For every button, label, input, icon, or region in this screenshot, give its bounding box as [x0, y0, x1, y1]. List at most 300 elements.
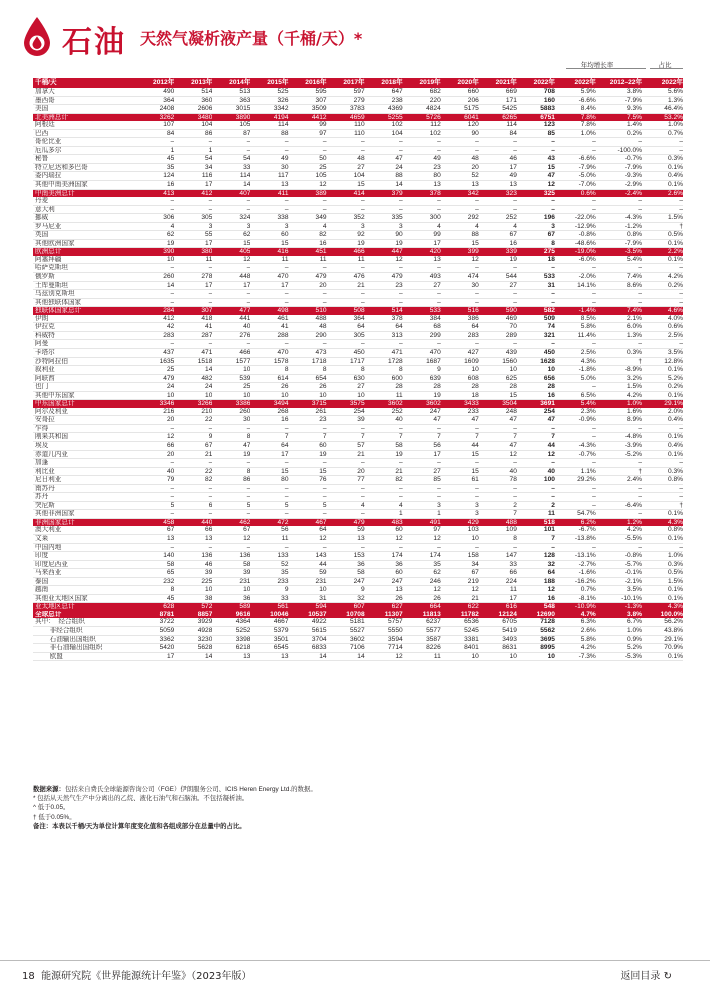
table-cell: 60: [365, 526, 403, 534]
table-cell: 268: [250, 408, 288, 416]
table-cell: –: [517, 205, 555, 214]
table-cell: –: [289, 510, 327, 519]
table-cell: –: [250, 510, 288, 519]
table-cell: 4: [479, 222, 517, 231]
table-cell: 0.1%: [642, 586, 683, 595]
table-cell: 19: [479, 256, 517, 264]
table-cell: 17: [479, 163, 517, 172]
row-label: 北美洲总计: [33, 113, 136, 121]
table-cell: 19: [403, 391, 441, 400]
group-label-growth: 年均增长率: [580, 62, 614, 69]
table-cell: 45: [136, 594, 174, 603]
table-cell: 30: [250, 163, 288, 172]
table-cell: 66: [174, 526, 212, 534]
table-cell: 7: [289, 433, 327, 442]
table-row: [33, 273, 683, 282]
table-cell: 22: [174, 416, 212, 425]
table-cell: 4.3%: [642, 603, 683, 611]
table-cell: –: [289, 290, 327, 299]
table-cell: 74: [517, 323, 555, 332]
table-row: [33, 88, 683, 96]
table-cell: 8.4%: [555, 105, 596, 114]
table-cell: 43.8%: [642, 627, 683, 636]
table-cell: –: [642, 205, 683, 214]
table-cell: 3575: [327, 400, 365, 408]
table-cell: 4: [403, 222, 441, 231]
table-cell: –: [517, 298, 555, 307]
table-cell: –: [555, 501, 596, 510]
table-cell: 82: [174, 476, 212, 485]
table-cell: 284: [136, 307, 174, 315]
table-cell: –: [250, 146, 288, 155]
table-cell: 0.1%: [642, 534, 683, 543]
table-cell: 1.5%: [642, 214, 683, 223]
table-cell: 231: [289, 577, 327, 586]
table-cell: 470: [250, 273, 288, 282]
table-cell: –: [596, 484, 642, 493]
table-cell: 13: [250, 181, 288, 190]
table-cell: 647: [365, 88, 403, 96]
table-cell: 14: [365, 181, 403, 190]
table-cell: 11: [174, 256, 212, 264]
table-cell: –: [174, 459, 212, 468]
table-row: [33, 105, 683, 114]
table-cell: 52: [250, 560, 288, 569]
row-label: 伊拉克: [33, 323, 136, 332]
table-cell: 597: [327, 88, 365, 96]
table-cell: 461: [250, 315, 288, 323]
table-cell: –: [136, 298, 174, 307]
table-cell: –: [441, 138, 479, 147]
table-cell: 3.8%: [596, 88, 642, 96]
table-cell: 13: [441, 181, 479, 190]
row-label: 其他欧洲国家: [33, 239, 136, 248]
table-cell: 1.5%: [596, 383, 642, 392]
table-cell: 19: [136, 239, 174, 248]
row-label: 乍得: [33, 424, 136, 433]
table-row: [33, 618, 683, 626]
table-cell: –: [136, 205, 174, 214]
table-cell: 380: [174, 248, 212, 256]
table-cell: 7.4%: [596, 273, 642, 282]
table-cell: –: [365, 264, 403, 273]
table-cell: 39: [212, 569, 250, 578]
table-cell: 35: [250, 569, 288, 578]
table-cell: 625: [479, 374, 517, 383]
back-to-contents-link[interactable]: 返回目录 ↻: [620, 971, 672, 982]
table-cell: -6.7%: [555, 526, 596, 534]
table-cell: –: [327, 197, 365, 205]
table-cell: 66: [479, 569, 517, 578]
table-cell: 654: [289, 374, 327, 383]
table-cell: -7.9%: [596, 239, 642, 248]
table-cell: 479: [327, 518, 365, 526]
table-cell: 0.3%: [596, 348, 642, 357]
table-cell: –: [250, 197, 288, 205]
table-cell: 48: [327, 155, 365, 164]
row-label: 阿塞拜疆: [33, 256, 136, 264]
table-cell: 628: [136, 603, 174, 611]
table-cell: 3: [365, 222, 403, 231]
table-row: [33, 172, 683, 181]
table-cell: 2: [517, 501, 555, 510]
table-cell: –: [250, 543, 288, 552]
table-cell: 4.3%: [555, 357, 596, 366]
table-cell: –: [174, 298, 212, 307]
table-cell: 3602: [327, 635, 365, 644]
table-cell: 7: [403, 433, 441, 442]
table-cell: 4.2%: [642, 273, 683, 282]
table-cell: 437: [136, 348, 174, 357]
table-cell: 233: [441, 408, 479, 416]
table-cell: 6265: [479, 113, 517, 121]
row-label: 加蓬: [33, 459, 136, 468]
row-label: 澳大利亚: [33, 526, 136, 534]
row-label: 卡塔尔: [33, 348, 136, 357]
table-cell: 4194: [250, 113, 288, 121]
table-cell: 2.1%: [596, 315, 642, 323]
table-cell: 26: [403, 594, 441, 603]
table-cell: 1718: [289, 357, 327, 366]
table-cell: 1609: [441, 357, 479, 366]
note-text: * 包括从天然气生产中分离出的乙烷、液化石油气和石脑油。不包括凝析油。: [33, 795, 249, 803]
table-cell: 627: [365, 603, 403, 611]
table-cell: –: [642, 493, 683, 502]
table-notes: [33, 785, 683, 831]
table-cell: 19: [365, 450, 403, 459]
table-cell: 413: [136, 189, 174, 197]
table-cell: 67: [212, 526, 250, 534]
note-label: 数据来源：: [33, 786, 65, 793]
table-cell: 5425: [479, 105, 517, 114]
table-cell: 8781: [136, 611, 174, 619]
table-cell: 299: [403, 331, 441, 340]
table-cell: –: [212, 484, 250, 493]
table-cell: –: [517, 197, 555, 205]
table-cell: 324: [212, 214, 250, 223]
table-cell: 88: [365, 172, 403, 181]
table-cell: 10: [289, 391, 327, 400]
table-cell: -0.8%: [596, 552, 642, 561]
table-cell: –: [517, 340, 555, 349]
table-cell: 48: [289, 323, 327, 332]
table-cell: –: [642, 543, 683, 552]
table-cell: 5059: [136, 627, 174, 636]
table-cell: –: [441, 205, 479, 214]
table-total-row: [33, 189, 683, 197]
table-cell: 469: [479, 315, 517, 323]
table-row: [33, 374, 683, 383]
table-cell: 3594: [365, 635, 403, 644]
table-cell: 16: [136, 181, 174, 190]
table-cell: –: [555, 424, 596, 433]
table-cell: 85: [517, 129, 555, 138]
table-cell: –: [403, 493, 441, 502]
table-cell: 10: [441, 534, 479, 543]
table-cell: -7.9%: [555, 163, 596, 172]
table-cell: 476: [327, 273, 365, 282]
table-cell: 36: [365, 560, 403, 569]
table-cell: 0.6%: [642, 323, 683, 332]
table-cell: 32: [517, 560, 555, 569]
table-cell: 6.3%: [555, 618, 596, 626]
table-cell: 313: [365, 331, 403, 340]
table-cell: 110: [327, 121, 365, 129]
table-cell: 450: [327, 348, 365, 357]
table-cell: -6.0%: [555, 256, 596, 264]
row-label: 哥伦比亚: [33, 138, 136, 147]
table-cell: 41: [174, 323, 212, 332]
table-cell: 3: [327, 222, 365, 231]
table-cell: 206: [441, 96, 479, 105]
table-cell: –: [441, 543, 479, 552]
table-cell: 90: [365, 231, 403, 240]
table-cell: –: [289, 484, 327, 493]
table-cell: –: [289, 264, 327, 273]
table-cell: 6218: [212, 644, 250, 653]
table-cell: –: [174, 543, 212, 552]
table-cell: 225: [174, 577, 212, 586]
table-cell: 4: [289, 222, 327, 231]
table-cell: 158: [441, 552, 479, 561]
table-cell: 14: [289, 652, 327, 661]
table-cell: 260: [212, 408, 250, 416]
table-cell: –: [642, 290, 683, 299]
table-cell: 7.8%: [555, 113, 596, 121]
table-total-row: [33, 400, 683, 408]
table-cell: 10: [289, 586, 327, 595]
row-label: 墨西哥: [33, 96, 136, 105]
table-cell: 147: [479, 552, 517, 561]
table-cell: 40: [479, 467, 517, 476]
table-cell: 10: [212, 366, 250, 375]
row-label: 秘鲁: [33, 155, 136, 164]
table-cell: –: [174, 290, 212, 299]
table-cell: 660: [441, 88, 479, 96]
table-cell: 5: [136, 501, 174, 510]
row-label: 阿尔及利亚: [33, 408, 136, 416]
table-cell: 6705: [479, 618, 517, 626]
table-row: [33, 146, 683, 155]
table-cell: 64: [517, 569, 555, 578]
table-cell: 0.4%: [642, 441, 683, 450]
table-cell: -19.0%: [555, 248, 596, 256]
table-cell: 1.4%: [596, 121, 642, 129]
table-cell: 379: [365, 189, 403, 197]
table-cell: 4824: [403, 105, 441, 114]
table-cell: 514: [365, 307, 403, 315]
table-cell: -1.3%: [596, 603, 642, 611]
table-cell: 153: [327, 552, 365, 561]
row-label: 非洲国家总计: [33, 518, 136, 526]
table-cell: 4.7%: [555, 611, 596, 619]
table-cell: 2.4%: [596, 476, 642, 485]
table-cell: 0.1%: [642, 433, 683, 442]
table-cell: –: [555, 493, 596, 502]
table-cell: 5255: [365, 113, 403, 121]
row-label: 越南: [33, 586, 136, 595]
table-cell: 416: [250, 248, 288, 256]
table-row: [33, 552, 683, 561]
group-rule-growth: [566, 68, 646, 69]
table-cell: 3493: [479, 635, 517, 644]
table-row: [33, 644, 683, 653]
table-cell: 64: [289, 526, 327, 534]
table-cell: 491: [403, 518, 441, 526]
table-cell: 4: [441, 222, 479, 231]
table-row: [33, 526, 683, 534]
table-cell: 594: [289, 603, 327, 611]
table-cell: 5757: [365, 618, 403, 626]
table-cell: 5.6%: [642, 88, 683, 96]
table-cell: 86: [174, 129, 212, 138]
table-cell: 608: [441, 374, 479, 383]
table-cell: 48: [441, 155, 479, 164]
table-cell: 1.0%: [642, 552, 683, 561]
row-label: 突尼斯: [33, 501, 136, 510]
table-cell: 360: [174, 96, 212, 105]
table-cell: -100.0%: [596, 146, 642, 155]
table-cell: 3262: [136, 113, 174, 121]
row-label: 挪威: [33, 214, 136, 223]
row-label: 独联体国家总计: [33, 307, 136, 315]
table-cell: 88: [250, 129, 288, 138]
column-header: 2016年: [289, 78, 327, 88]
table-cell: 39: [327, 416, 365, 425]
column-header: 2022年: [555, 78, 596, 88]
table-cell: 290: [289, 331, 327, 340]
table-cell: 411: [250, 189, 288, 197]
table-cell: –: [479, 424, 517, 433]
table-cell: 47: [365, 155, 403, 164]
column-header: 2015年: [250, 78, 288, 88]
table-cell: 548: [517, 603, 555, 611]
row-label: 欧盟: [33, 652, 136, 661]
table-cell: 514: [174, 88, 212, 96]
table-cell: 12: [289, 181, 327, 190]
table-cell: 101: [517, 526, 555, 534]
table-cell: 0.1%: [642, 239, 683, 248]
table-cell: 224: [479, 577, 517, 586]
table-cell: 5419: [479, 627, 517, 636]
table-row: [33, 424, 683, 433]
table-cell: 57: [327, 441, 365, 450]
table-cell: –: [642, 197, 683, 205]
table-cell: 2.3%: [555, 408, 596, 416]
table-cell: 29.1%: [642, 400, 683, 408]
table-cell: 42: [136, 323, 174, 332]
group-rule-share: [650, 68, 683, 69]
table-cell: 7: [479, 510, 517, 519]
table-cell: 488: [479, 518, 517, 526]
table-cell: 7714: [365, 644, 403, 653]
table-cell: 470: [403, 348, 441, 357]
table-cell: 20: [441, 163, 479, 172]
table-cell: 109: [479, 526, 517, 534]
row-label: 亚太地区总计: [33, 603, 136, 611]
table-cell: –: [403, 197, 441, 205]
row-label: 印度: [33, 552, 136, 561]
table-cell: 10: [479, 652, 517, 661]
table-cell: 25: [212, 383, 250, 392]
table-row: [33, 467, 683, 476]
table-cell: 7: [250, 433, 288, 442]
table-cell: –: [289, 459, 327, 468]
column-header: 2012年: [136, 78, 174, 88]
table-cell: 3342: [250, 105, 288, 114]
table-cell: 33: [479, 560, 517, 569]
table-cell: 5615: [289, 627, 327, 636]
table-row: [33, 331, 683, 340]
table-cell: –: [403, 146, 441, 155]
table-cell: –: [517, 264, 555, 273]
table-cell: 64: [327, 323, 365, 332]
table-cell: –: [441, 340, 479, 349]
table-row: [33, 205, 683, 214]
table-cell: 3398: [212, 635, 250, 644]
table-cell: –: [441, 298, 479, 307]
table-cell: 275: [517, 248, 555, 256]
table-cell: 53.2%: [642, 113, 683, 121]
table-cell: –: [596, 205, 642, 214]
table-cell: –: [555, 543, 596, 552]
table-cell: -0.7%: [555, 450, 596, 459]
table-cell: –: [250, 205, 288, 214]
table-cell: –: [555, 383, 596, 392]
table-cell: –: [479, 459, 517, 468]
table-cell: 5: [250, 501, 288, 510]
row-label: 全球总计: [33, 611, 136, 619]
table-cell: 84: [479, 129, 517, 138]
table-cell: 40: [212, 323, 250, 332]
table-cell: 3: [441, 501, 479, 510]
row-label: 中东国家总计: [33, 400, 136, 408]
table-cell: -5.5%: [596, 534, 642, 543]
table-cell: 14: [174, 366, 212, 375]
table-cell: †: [596, 357, 642, 366]
table-row: [33, 408, 683, 416]
table-cell: 3: [174, 222, 212, 231]
table-cell: 5562: [517, 627, 555, 636]
table-cell: 17: [136, 652, 174, 661]
table-cell: 99: [403, 231, 441, 240]
table-cell: 58: [365, 441, 403, 450]
table-cell: 0.1%: [642, 163, 683, 172]
table-cell: -48.6%: [555, 239, 596, 248]
table-cell: –: [289, 543, 327, 552]
table-cell: –: [555, 205, 596, 214]
table-cell: 5.8%: [555, 323, 596, 332]
table-cell: 1628: [517, 357, 555, 366]
table-cell: 7: [479, 433, 517, 442]
table-cell: 64: [250, 441, 288, 450]
table-cell: –: [403, 264, 441, 273]
row-label: 英国: [33, 231, 136, 240]
table-cell: 518: [517, 518, 555, 526]
table-cell: 17: [174, 239, 212, 248]
table-cell: 248: [479, 408, 517, 416]
table-cell: 0.2%: [642, 281, 683, 290]
table-cell: 52: [441, 172, 479, 181]
table-cell: –: [174, 138, 212, 147]
table-cell: 70: [479, 323, 517, 332]
table-cell: 509: [517, 315, 555, 323]
table-cell: 35: [136, 163, 174, 172]
note-text: † 低于0.05%。: [33, 813, 76, 821]
table-cell: 279: [327, 96, 365, 105]
table-cell: 60: [250, 231, 288, 240]
table-cell: 11: [250, 534, 288, 543]
